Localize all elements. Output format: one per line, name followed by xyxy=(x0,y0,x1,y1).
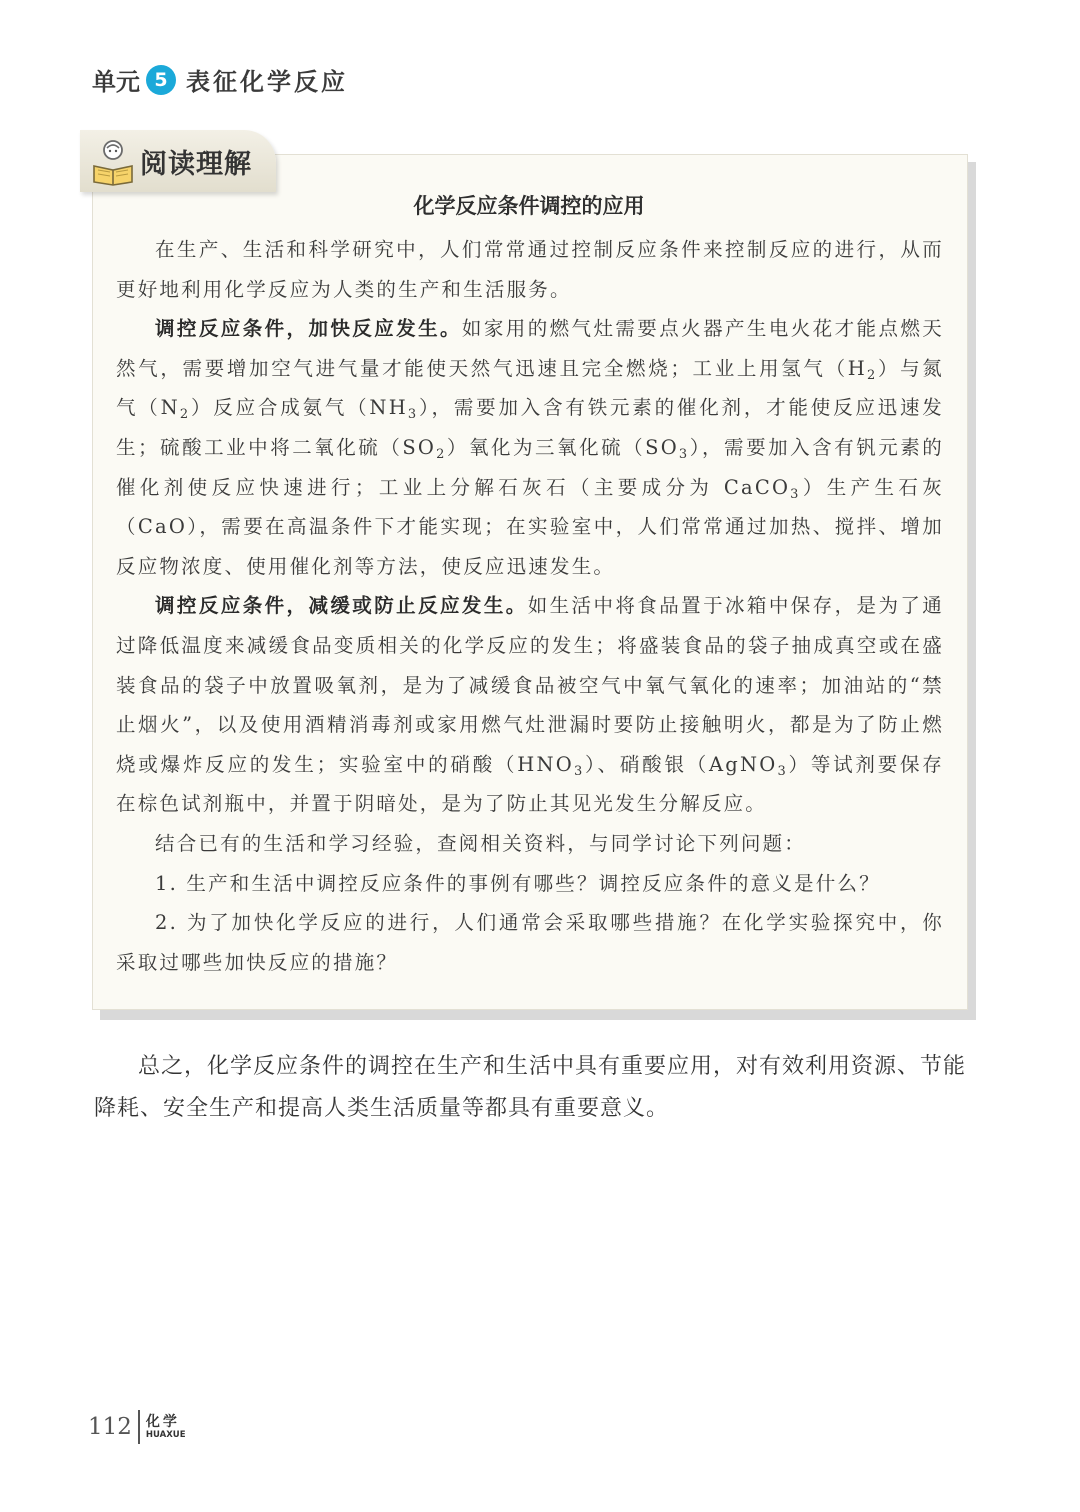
reading-box-tab-label: 阅读理解 xyxy=(140,149,252,180)
summary-paragraph: 总之，化学反应条件的调控在生产和生活中具有重要应用，对有效利用资源、节能降耗、安全生产和提高人类生活质量等都具有重要意义。 xyxy=(94,1054,967,1121)
footer-divider xyxy=(138,1410,140,1444)
footer-subject xyxy=(146,1414,186,1441)
article-title: 化学反应条件调控的应用 xyxy=(413,194,645,218)
paragraph-discussion: 结合已有的生活和学习经验，查阅相关资料，与同学讨论下列问题： xyxy=(155,831,807,855)
paragraph-intro: 在生产、生活和科学研究中，人们常常通过控制反应条件来控制反应的进行，从而更好地利用化学反应为人类的生产和生活服务。 xyxy=(116,238,944,301)
footer-subject-en: HUAXUE xyxy=(145,1429,186,1440)
page-footer xyxy=(88,1410,186,1444)
unit-label: 单元 xyxy=(92,68,140,96)
paragraph-speed-up: 调控反应条件，加快反应发生。如家用的燃气灶需要点火器产生电火花才能点燃天然气，需要增加空气进气量才能使天然气迅速且完全燃烧；工业上用氢气$(H_2)$与氮气$(N_2)$反应合成氨气$(NH_3)$，需要加入含有铁元素的催化剂，才能使反应迅速发生；硫酸工业中将二氧化硫$(SO_2)$氧化为三氧化硫$(SO_3)$，需要加入含有钒元素的催化剂使反应快速进行；工业上分解石灰石（主要成分为 CaCO$_3$）生产生石灰（CaO），需要在高温条件下才能实现；在实验室中，人们常常通过加热、搅拌、增加反应物浓度、使用催化剂等方法，使反应迅速发生。 xyxy=(116,317,944,578)
question-2: 2. 为了加快化学反应的进行，人们通常会采取哪些措施？在化学实验探究中，你采取过哪些加快反应的措施？ xyxy=(116,911,944,974)
reading-person-icon xyxy=(88,136,138,186)
paragraph-slow-down: 调控反应条件，减缓或防止反应发生。如生活中将食品置于冰箱中保存，是为了通过降低温度来减缓食品变质相关的化学反应的发生；将盛装食品的袋子抽成真空或在盛装食品的袋子中放置吸氧剂，是为了减缓食品被空气中氧气氧化的速率；加油站的“禁止烟火”，以及使用酒精消毒剂或家用燃气灶泄漏时要防止接触明火，都是为了防止燃烧或爆炸反应的发生；实验室中的硝酸$(HNO_3)$、硝酸银（AgNO$_3$）等试剂要保存在棕色试剂瓶中，并置于阴暗处，是为了防止其见光发生分解反应。 xyxy=(116,594,944,816)
article-body xyxy=(116,230,944,982)
summary xyxy=(94,1046,966,1130)
page-number: 112 xyxy=(88,1414,132,1440)
unit-header xyxy=(92,62,348,97)
unit-number-badge: 5 xyxy=(146,65,176,95)
paragraph-slow-down-heading: 调控反应条件，减缓或防止反应发生。 xyxy=(155,594,528,618)
paragraph-speed-up-heading: 调控反应条件，加快反应发生。 xyxy=(155,317,462,341)
footer-subject-cn: 化学 xyxy=(145,1413,180,1430)
question-1: 1. 生产和生活中调控反应条件的事例有哪些？调控反应条件的意义是什么？ xyxy=(155,871,881,895)
unit-title: 表征化学反应 xyxy=(186,68,348,96)
